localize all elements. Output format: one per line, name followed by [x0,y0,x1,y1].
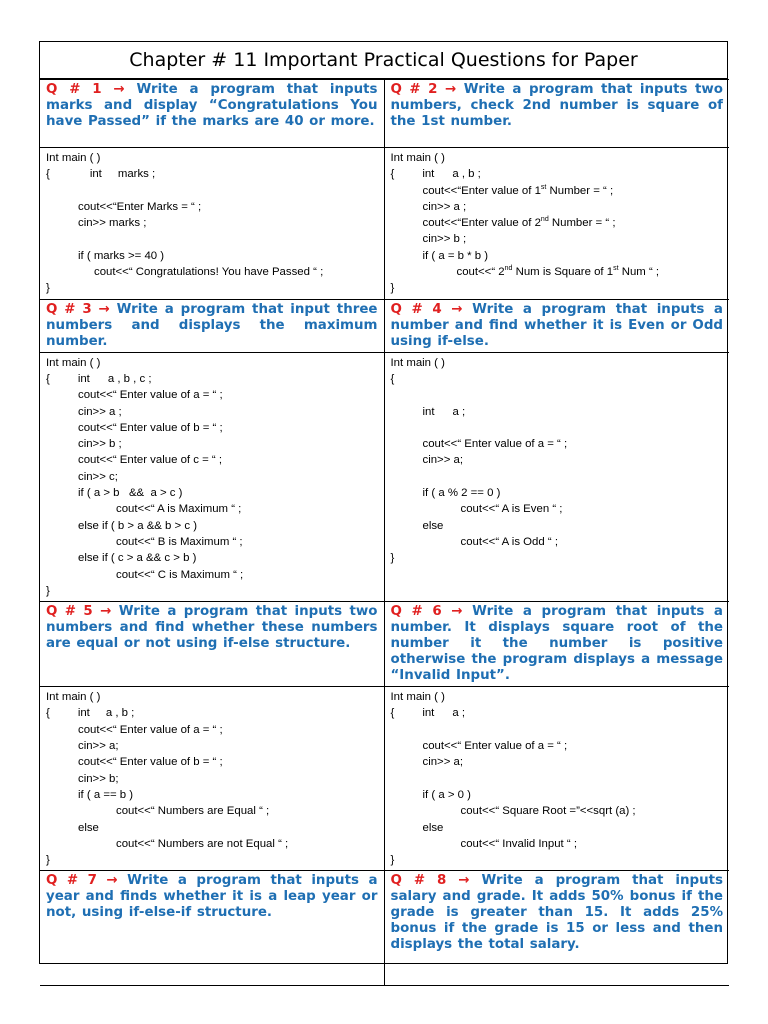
question-cell [384,299,729,352]
code-line [46,231,378,247]
question-cell [40,80,384,148]
code-line [46,183,378,199]
worksheet [39,41,728,964]
code-line: { int a , b ; [390,168,481,181]
code-line: cout<<“ C is Maximum “ ; [116,568,244,581]
code-line: cout<<“ Square Root =”<<sqrt (a) ; [460,805,636,818]
question-number: Q # 5 [46,604,93,620]
question-number: Q # 4 [390,301,442,317]
code-line: cout<<“ 2nd Num is Square of 1st Num “ ; [456,265,660,279]
code-line [391,420,724,436]
question-cell [384,80,729,148]
code-line: } [390,854,395,867]
code-line: else if ( b > a && b > c ) [78,519,198,532]
question-row [40,602,729,687]
code-line: cout<<“ A is Odd “ ; [460,535,559,548]
code-line: Int main ( ) [390,356,445,369]
arrow-icon: → [451,604,463,620]
code-line: cout<<“ Enter value of a = “ ; [422,438,568,451]
question-number: Q # 8 [390,873,447,889]
arrow-icon: → [113,82,125,97]
code-line: Int main ( ) [390,152,445,164]
question-cell [384,602,729,687]
code-line [391,771,724,787]
code-line: Int main ( ) [46,152,101,164]
code-line: cout<<“ Enter value of a = “ ; [78,723,223,736]
code-line: cout<<“ Enter value of c = “ ; [78,454,223,467]
code-line: cout<<“ Invalid Input “ ; [460,837,578,850]
code-line: { int a , b , c ; [46,372,152,385]
code-line: if ( a % 2 == 0 ) [422,487,501,500]
code-line: { int a , b ; [46,707,135,720]
question-row [40,871,729,986]
code-line: cout<<“ B is Maximum “ ; [116,535,243,548]
question-text: Write a program that inputs salary and grade. It adds 50% bonus if the grade is greater than 15. It adds 25% bonus if the grade is 15 or less and then displays the total salary. [390,873,724,953]
code-line: { [390,372,395,385]
code-cell [40,352,384,601]
code-cell [384,148,729,300]
code-line: else [422,821,444,834]
code-cell [40,148,384,300]
question-cell [40,299,384,352]
arrow-icon: → [98,301,110,317]
arrow-icon: → [451,301,463,317]
question-number: Q # 7 [46,873,97,889]
code-line: if ( a == b ) [78,788,134,801]
arrow-icon: → [444,82,457,97]
question-number: Q # 3 [46,301,92,317]
code-line: cin>> b ; [78,438,122,451]
code-row [40,148,729,300]
code-line [391,387,724,403]
code-line: cin>> a; [422,454,464,467]
question-text: Write a program that input three numbers and displays the maximum number. [46,301,378,349]
question-cell [40,871,384,986]
arrow-icon: → [100,604,112,620]
code-line: } [46,854,50,867]
code-line: cin>> a ; [78,405,122,418]
code-line: cout<<“ A is Maximum “ ; [116,503,242,516]
code-line: cout<<“ Enter value of a = “ ; [78,389,223,402]
code-line: cout<<“ Congratulations! You have Passed “ ; [94,266,324,279]
code-line: int a ; [422,405,466,418]
code-row [40,352,729,601]
question-text: Write a program that inputs a number. It displays square root of the number it the number is positive otherwise the program displays a message “Invalid Input”. [390,604,723,684]
question-text: Write a program that inputs a year and finds whether it is a leap year or not, using if-else-if structure. [46,873,378,921]
code-line: } [390,552,395,565]
code-line: cin>> a; [78,740,119,753]
questions-table [40,79,729,986]
code-line: { int marks ; [46,168,156,181]
code-line: cout<<“ Enter value of b = “ ; [78,421,223,434]
code-line: Int main ( ) [46,691,101,704]
code-line: else if ( c > a && c > b ) [78,552,197,565]
code-line: if ( marks >= 40 ) [78,249,165,262]
code-cell [40,687,384,871]
question-cell [40,602,384,687]
code-cell [384,687,729,871]
question-number: Q # 6 [390,604,442,620]
code-line: cin>> b; [78,772,119,785]
code-line: cout<<“ Numbers are not Equal “ ; [116,837,289,850]
code-line: { int a ; [390,707,466,720]
code-line: Int main ( ) [390,691,445,704]
code-line [391,469,724,485]
question-number: Q # 1 [46,82,102,97]
question-number: Q # 2 [390,82,438,97]
code-line: cin>> a; [422,756,464,769]
question-text: Write a program that inputs two numbers, check 2nd number is square of the 1st number. [390,82,723,129]
code-line: cin>> a ; [422,200,467,213]
code-cell [384,352,729,601]
question-text: Write a program that inputs marks and display “Congratulations You have Passed” if the marks are 40 or more. [46,82,378,129]
code-line: cin>> marks ; [78,217,147,230]
code-line [391,722,724,738]
question-row [40,299,729,352]
question-cell [384,871,729,986]
code-line: cout<<“ A is Even “ ; [460,503,563,516]
arrow-icon: → [458,873,470,889]
question-text: Write a program that inputs two numbers and find whether these numbers are equal or not using if-else structure. [46,604,378,652]
code-line: cout<<“Enter value of 2nd Number = “ ; [422,216,616,230]
code-line: if ( a = b * b ) [422,249,489,262]
code-line: Int main ( ) [46,356,101,369]
code-line: } [390,282,395,295]
code-line: else [422,519,444,532]
code-line: cout<<“ Numbers are Equal “ ; [116,805,270,818]
code-line: cout<<“Enter value of 1st Number = “ ; [422,183,614,197]
question-text: Write a program that inputs a number and find whether it is Even or Odd using if-else. [390,301,723,349]
code-line: if ( a > 0 ) [422,788,471,801]
code-row [40,687,729,871]
code-line: cout<<“ Enter value of a = “ ; [422,740,568,753]
code-line: cin>> b ; [422,233,467,246]
code-line: if ( a > b && a > c ) [78,487,183,500]
page-title: Chapter # 11 Important Practical Questions for Paper [40,42,727,79]
code-line: } [46,282,50,295]
code-line: } [46,584,50,597]
code-line: cout<<“Enter Marks = “ ; [78,200,202,213]
code-line: cout<<“ Enter value of b = “ ; [78,756,223,769]
question-row [40,80,729,148]
arrow-icon: → [106,873,118,889]
code-line: else [78,821,99,834]
code-line: cin>> c; [78,470,118,483]
